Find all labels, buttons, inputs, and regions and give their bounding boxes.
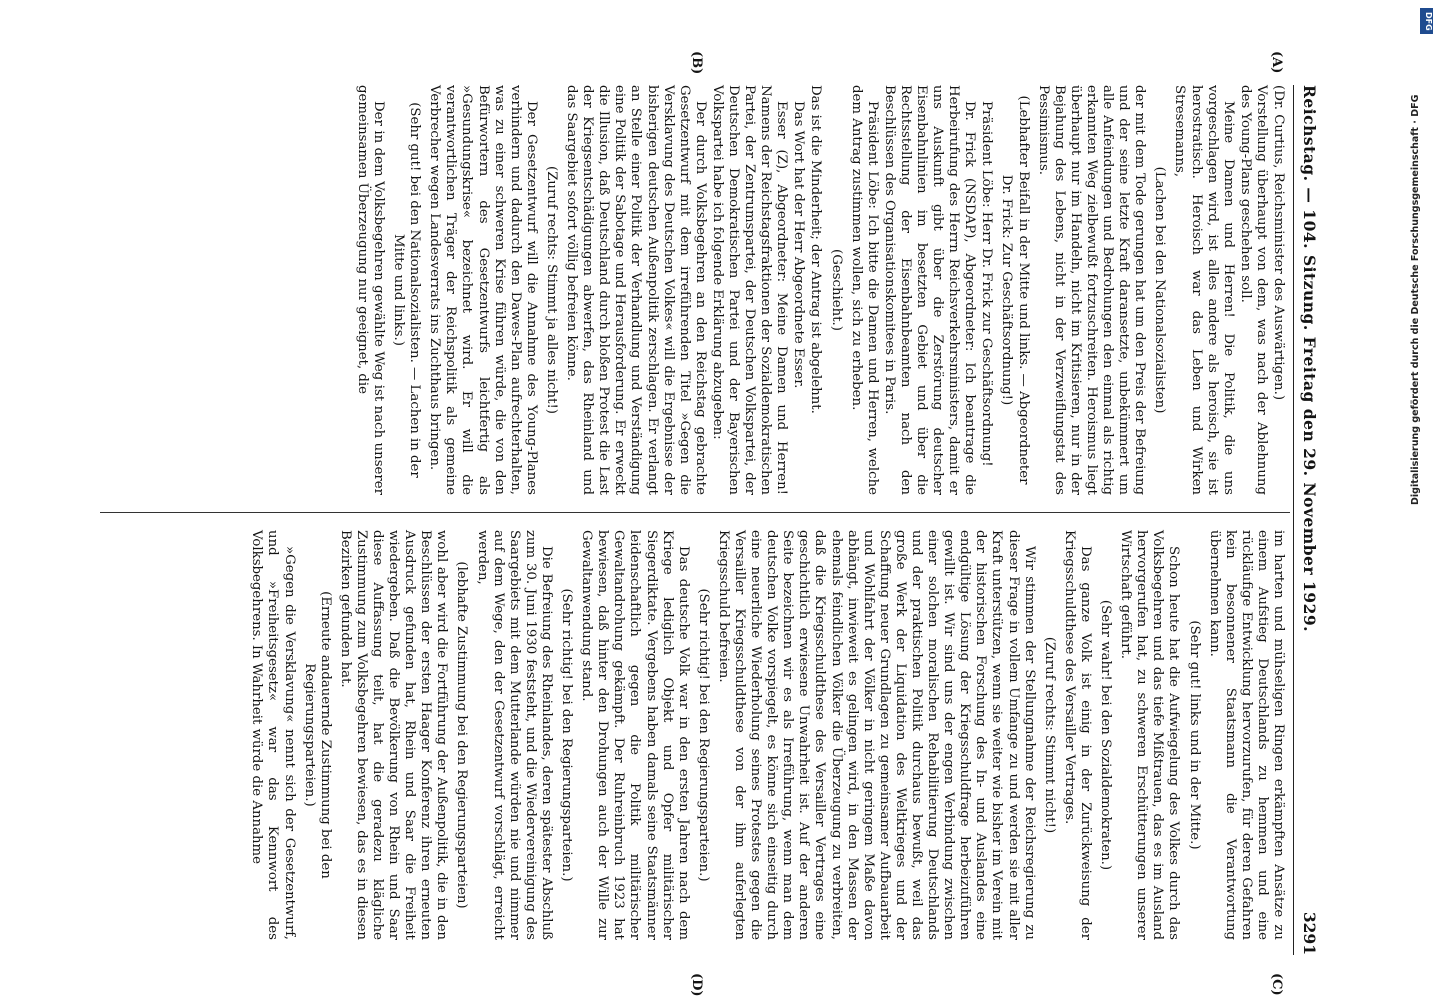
paragraph: Esser (Z), Abgeordneter: Meine Damen und Herren! Namens der Reichstagsfraktionen der Sozialdemokratischen Partei, der Zentrumspartei, der Deutschen Volkspartei, der Deutschen Demokratischen Partei und der Bayerischen Volkspartei habe ich folgende Erklärung abzugeben: [709,85,790,495]
interjection: (Sehr gut! links und in der Mitte.) [1186,620,1202,850]
interjection: (Zuruf rechts: Stimmt ja alles nicht!) [543,166,559,414]
right-column [247,530,1286,940]
margin-mark-b: (B) [689,51,704,75]
page-header [1293,85,1320,955]
paragraph: Vorstellung überhaupt von dem, was nach der Ablehnung des Young-Plans geschehen soll. [1237,85,1269,495]
paragraph: der mit dem Tode gerungen hat um den Preis der Befreiung und der seine letzte Kraft daransetzte, unbekümmert um alle Anfeindungen und Bedrohungen den einmal als richtig erkannten Weg zielbewußt fortzuschreiten. Heroismus liegt überhaupt nur im Handeln, nicht im Kritisieren, nur in der Bejahung des Lebens, nicht in der Verzweiflungstat des Pessimismus. [1035,85,1148,495]
interjection: (Erneute andauernde Zustimmung bei den Regierungsparteien.) [301,591,333,879]
column-divider [100,512,1290,513]
paragraph: Dr. Frick (NSDAP), Abgeordneter: Ich beantrage die Herbeirufung des Herrn Reichsverkehrsministers, damit er uns Auskunft gibt über die Zerstörung deutscher Eisenbahnlinien im besetzten Gebiet und über die Rechtsstellung der Eisenbahnbeamten nach den Beschlüssen des Organisationskomitees in Paris. [881,85,978,495]
paragraph: »Gegen die Versklavung« nennt sich der Gesetzentwurf, und »Freiheitsgesetz« war das Kennwort des Volksbegehrens. In Wahrheit würde die Annahme [249,530,297,940]
interjection: (Zuruf rechts: Stimmt nicht!) [1041,636,1057,834]
left-column [353,85,1286,495]
interjection: (Lachen bei den Nationalsozialisten) [1152,166,1168,414]
interjection: (Sehr richtig! bei den Regierungsparteien.) [695,588,711,882]
paragraph: Wir stimmen der Stellungnahme der Reichsregierung zu dieser Frage in vollem Umfange zu und werden sie mit aller Kraft unterstützen, wenn sie weiter wie bisher im Verein mit der historischen Forschung des In- und Auslandes eine endgültige Lösung der Kriegsschuldfrage herbeizuführen gewillt ist. Wir sind uns der engen Verbindung zwischen einer solchen moralischen Rehabilitierung Deutschlands und der praktischen Politik durchaus bewußt, weil das große Werk der Liquidation des Weltkrieges und der Schaffung neuer Grundlagen zu gemeinsamer Aufbauarbeit und Wohlfahrt der Völker in nicht geringem Maße davon abhängt, inwieweit es gelingen wird, in den Massen der ehemals feindlichen Völker die Überzeugung zu verbreiten, daß die Kriegsschuldthese des Versailler Vertrages eine geschichtlich erwiesene Unwahrheit ist. Auf der anderen Seite bezeichnen wir es als Irreführung, wenn man dem deutschen Volke vorspiegelt, es könne sich einseitig durch eine neuerliche Wiederholung seines Protestes gegen die Versailler Kriegsschuldthese von der ihm auferlegten Kriegsschuld befreien. [715,530,1037,940]
paragraph: Meine Damen und Herren! Die Politik, die uns vorgeschlagen wird, ist alles andere als heroisch, sie ist herostratisch. Heroisch war das Leben und Wirken Stresemanns, [1172,85,1236,495]
paragraph: im harten und mühseligen Ringen erkämpften Ansätze zu einem Aufstieg Deutschlands zu hemmen und eine rückläufige Entwicklung hervorzurufen, für deren Gefahren kein besonnener Staatsmann die Verantwortung übernehmen kann. [1206,530,1286,940]
margin-mark-d: (D) [689,973,704,997]
dfg-logo: DFG [1420,8,1433,34]
paragraph: wohl aber wird die Fortführung der Außenpolitik, die in den Beschlüssen der ersten Haager Konferenz ihren erneuten Ausdruck gefunden hat, Rhein und Saar die Freiheit wiedergeben. Daß die Bevölkerung von Rhein und Saar diese Auffassung teilt, hat die geradezu klägliche Zustimmung zum Volksbegehren bewiesen, das es in diesen Bezirken gefunden hat. [337,530,450,940]
paragraph: Präsident Löbe: Ich bitte die Damen und Herren, welche dem Antrag zustimmen wollen, sich zu erheben. [848,85,880,495]
interjection: (Sehr richtig! bei den Regierungsparteien.) [559,588,575,882]
paragraph: Der Gesetzentwurf will die Annahme des Young-Planes verhindern und dadurch den Dawes-Plan aufrechterhalten, was zu einer schweren Krise führen würde, die von den Befürwortern des Gesetzentwurfs leichtfertig als »Gesundungskrise« bezeichnet wird. Er will die verantwortlichen Träger der Reichspolitik als gemeine Verbrecher wegen Landesverrats ins Zuchthaus bringen. [427,85,539,495]
margin-mark-a: (A) [1269,51,1284,74]
paragraph: Schon heute hat die Aufwiegelung des Volkes durch das Volksbegehren und das tiefe Mißtrauen, das es im Ausland hervorgerufen hat, zu schweren Erschütterungen unserer Wirtschaft geführt. [1118,530,1182,940]
paragraph: Das ganze Volk ist einig in der Zurückweisung der Kriegsschuldthese des Versailler Vertrages. [1061,530,1093,940]
paragraph: Präsident Löbe: Herr Dr. Frick zur Geschäftsordnung! [979,101,995,467]
paragraph: Der durch Volksbegehren an den Reichstag gebrachte Gesetzentwurf mit dem irreführenden Titel »Gegen die Versklavung des Deutschen Volkes« will die Ergebnisse der bisherigen deutschen Außenpolitik zerschlagen. Er verlangt an Stelle einer Politik der Verhandlung und Verständigung eine Politik der Sabotage und Herausforderung. Er erweckt die Illusion, daß Deutschland durch bloßen Protest die Last der Kriegsentschädigungen abwerfen, das Rheinland und das Saargebiet sofort völlig befreien könne. [564,85,708,495]
rotated-page [90,51,1320,997]
paragraph: Der in dem Volksbegehren gewählte Weg ist nach unserer gemeinsamen Überzeugung nur geeignet, die [354,85,387,495]
paragraph: Das Wort hat der Herr Abgeordnete Esser. [791,101,807,389]
interjection: (Geschieht.) [828,249,844,331]
page-number: 3291 [1300,911,1319,955]
margin-mark-c: (C) [1269,973,1284,996]
paragraph: Das deutsche Volk war in den ersten Jahren nach dem Kriege lediglich Objekt und Opfer militärischer Siegerdiktate. Vergebens haben damals seine Staatsmänner leidenschaftlich gegen die Politik militärischer Gewaltandrohung gekämpft. Der Ruhreinbruch 1923 hat bewiesen, daß hinter den Drohungen auch der Wille zur Gewaltanwendung stand. [579,530,691,940]
paragraph: (Dr. Curtius, Reichsminister des Auswärtigen.) [1271,85,1286,401]
interjection: (Sehr wahr! bei den Sozialdemokraten.) [1098,599,1114,871]
paragraph: Die Befreiung des Rheinlandes, deren spätester Abschluß zum 30. Juni 1930 feststeht, und die Wiedervereinigung des Saargebiets mit dem Mutterlande würden nie und nimmer auf dem Wege, den der Gesetzentwurf vorschlägt, erreicht werden, [474,530,554,940]
running-head: Reichstag. — 104. Sitzung. Freitag den 29. November 1929. [1300,85,1319,633]
interjection: (Lebhafter Beifall in der Mitte und links. — Abgeordneter Dr. Frick: Zur Geschäftsordnung!) [999,95,1031,485]
digitization-credit: Digitalisierung gefördert durch die Deutsche Forschungsgemeinschaft · DFG [1410,94,1421,505]
interjection: (Sehr gut! bei den Nationalsozialisten. — Lachen in der Mitte und links.) [391,102,423,478]
paragraph: Das ist die Minderheit; der Antrag ist abgelehnt. [808,85,824,414]
interjection: (lebhafte Zustimmung bei den Regierungsparteien) [454,561,470,909]
